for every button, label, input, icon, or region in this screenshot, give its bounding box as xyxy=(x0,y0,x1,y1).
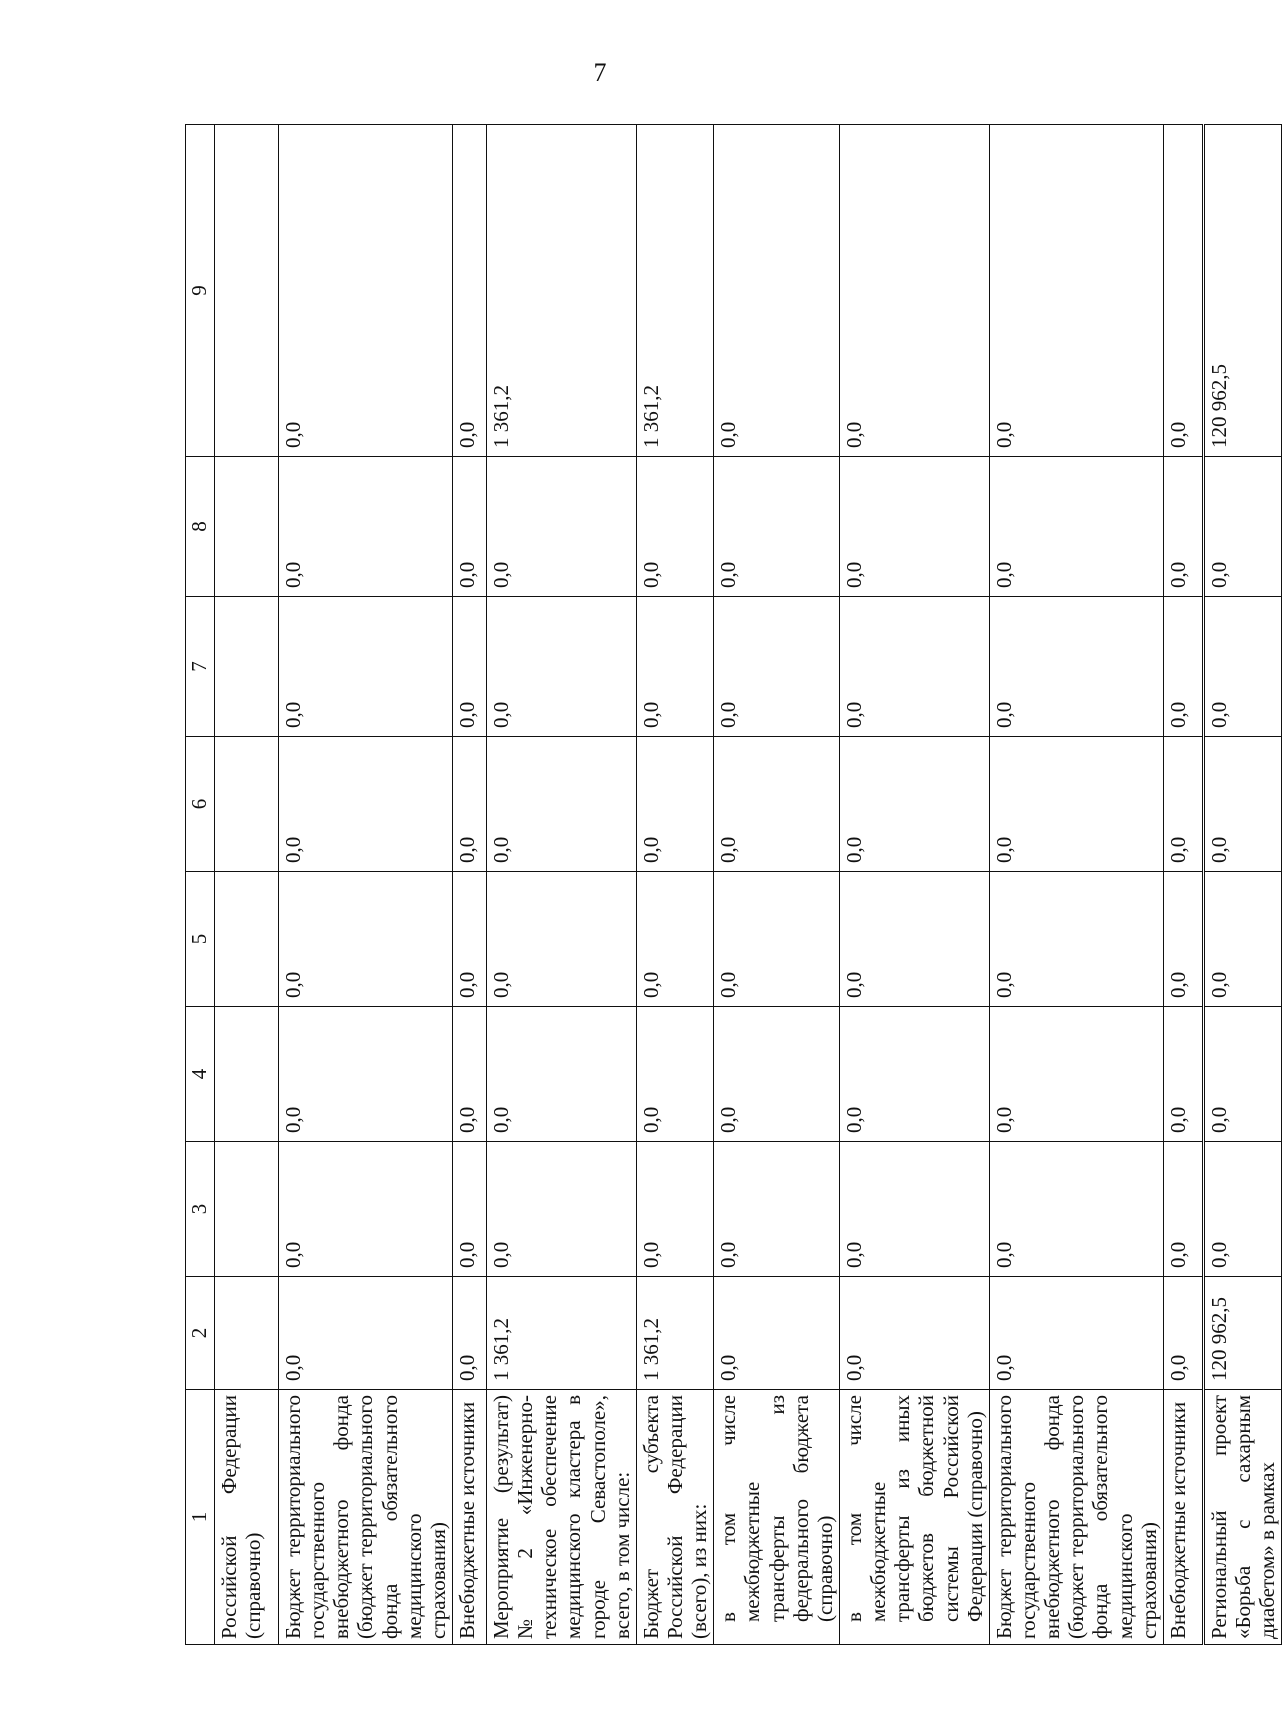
column-header: 6 xyxy=(186,737,215,872)
value-cell: 0,0 xyxy=(714,1007,840,1142)
value-cell: 0,0 xyxy=(636,1142,713,1277)
value-cell: 0,0 xyxy=(1203,597,1281,737)
value-cell: 0,0 xyxy=(1203,872,1281,1007)
value-cell: 0,0 xyxy=(636,737,713,872)
table-row xyxy=(215,125,279,1645)
table-row xyxy=(714,125,840,1645)
value-cell: 0,0 xyxy=(839,872,989,1007)
value-cell: 0,0 xyxy=(486,597,636,737)
value-cell: 0,0 xyxy=(714,1277,840,1390)
value-cell: 0,0 xyxy=(279,1142,453,1277)
row-label: Внебюджетные источники xyxy=(1163,1390,1203,1645)
value-cell: 1 361,2 xyxy=(486,1277,636,1390)
column-header: 9 xyxy=(186,125,215,457)
value-cell: 0,0 xyxy=(1203,457,1281,597)
value-cell: 0,0 xyxy=(1163,1142,1203,1277)
value-cell: 0,0 xyxy=(839,125,989,457)
value-cell: 0,0 xyxy=(714,597,840,737)
value-cell xyxy=(215,1142,279,1277)
value-cell: 0,0 xyxy=(452,597,486,737)
value-cell: 0,0 xyxy=(1163,597,1203,737)
value-cell: 1 361,2 xyxy=(636,1277,713,1390)
column-header: 5 xyxy=(186,872,215,1007)
value-cell: 0,0 xyxy=(452,737,486,872)
value-cell: 0,0 xyxy=(714,125,840,457)
value-cell: 0,0 xyxy=(989,597,1163,737)
table-row xyxy=(839,125,989,1645)
row-label: в том числе межбюджетные трансферты из иных бюджетов бюджетной системы Российской Федерации (справочно) xyxy=(839,1390,989,1645)
table-row xyxy=(279,125,453,1645)
value-cell: 0,0 xyxy=(279,737,453,872)
column-header: 8 xyxy=(186,457,215,597)
value-cell: 0,0 xyxy=(636,597,713,737)
row-label: Внебюджетные источники xyxy=(452,1390,486,1645)
value-cell: 0,0 xyxy=(452,1007,486,1142)
rotated-table-container xyxy=(185,125,1280,1645)
value-cell: 0,0 xyxy=(1203,1142,1281,1277)
table-row xyxy=(452,125,486,1645)
value-cell: 0,0 xyxy=(1163,737,1203,872)
value-cell: 0,0 xyxy=(279,125,453,457)
table-row xyxy=(636,125,713,1645)
value-cell: 0,0 xyxy=(989,1007,1163,1142)
value-cell: 0,0 xyxy=(714,872,840,1007)
value-cell: 0,0 xyxy=(989,457,1163,597)
value-cell xyxy=(215,457,279,597)
column-header: 2 xyxy=(186,1277,215,1390)
value-cell xyxy=(215,872,279,1007)
value-cell: 0,0 xyxy=(486,872,636,1007)
column-header: 3 xyxy=(186,1142,215,1277)
value-cell: 0,0 xyxy=(636,872,713,1007)
value-cell: 0,0 xyxy=(279,597,453,737)
value-cell xyxy=(215,1007,279,1142)
value-cell: 0,0 xyxy=(279,1007,453,1142)
header-row xyxy=(186,125,215,1645)
value-cell: 0,0 xyxy=(1203,1007,1281,1142)
value-cell: 0,0 xyxy=(714,737,840,872)
value-cell: 0,0 xyxy=(636,457,713,597)
value-cell: 120 962,5 xyxy=(1203,125,1281,457)
value-cell: 0,0 xyxy=(839,737,989,872)
value-cell: 0,0 xyxy=(989,1142,1163,1277)
value-cell: 0,0 xyxy=(989,1277,1163,1390)
value-cell: 0,0 xyxy=(452,125,486,457)
value-cell: 0,0 xyxy=(486,1007,636,1142)
value-cell: 0,0 xyxy=(279,457,453,597)
column-header: 1 xyxy=(186,1390,215,1645)
value-cell: 0,0 xyxy=(486,457,636,597)
value-cell: 120 962,5 xyxy=(1203,1277,1281,1390)
table-row xyxy=(1203,125,1281,1645)
table-row xyxy=(1163,125,1203,1645)
value-cell: 0,0 xyxy=(1203,737,1281,872)
value-cell: 0,0 xyxy=(452,872,486,1007)
row-label: Бюджет территориального государственного внебюджетного фонда (бюджет территориального фонда обязательного медицинского страхования) xyxy=(989,1390,1163,1645)
value-cell: 1 361,2 xyxy=(636,125,713,457)
row-label: Региональный проект «Борьба с сахарным диабетом» в рамках xyxy=(1203,1390,1281,1645)
value-cell: 0,0 xyxy=(279,872,453,1007)
value-cell xyxy=(215,1277,279,1390)
value-cell: 0,0 xyxy=(839,1142,989,1277)
rotated-table xyxy=(185,125,1280,1645)
column-header: 7 xyxy=(186,597,215,737)
value-cell: 0,0 xyxy=(486,737,636,872)
value-cell: 0,0 xyxy=(1163,1277,1203,1390)
value-cell: 0,0 xyxy=(839,1007,989,1142)
row-label: Бюджет субъекта Российской Федерации (всего), из них: xyxy=(636,1390,713,1645)
value-cell: 0,0 xyxy=(452,1277,486,1390)
value-cell: 0,0 xyxy=(1163,1007,1203,1142)
budget-table xyxy=(185,124,1282,1645)
value-cell xyxy=(215,737,279,872)
value-cell: 0,0 xyxy=(839,1277,989,1390)
value-cell: 0,0 xyxy=(636,1007,713,1142)
value-cell: 0,0 xyxy=(279,1277,453,1390)
value-cell: 0,0 xyxy=(1163,125,1203,457)
value-cell: 0,0 xyxy=(452,457,486,597)
value-cell xyxy=(215,125,279,457)
value-cell: 0,0 xyxy=(714,457,840,597)
value-cell: 0,0 xyxy=(486,1142,636,1277)
value-cell: 0,0 xyxy=(452,1142,486,1277)
page-number: 7 xyxy=(593,58,607,87)
value-cell: 0,0 xyxy=(989,872,1163,1007)
row-label: Мероприятие (результат) № 2 «Инженерно-техническое обеспечение медицинского кластера в городе Севастополе», всего, в том числе: xyxy=(486,1390,636,1645)
row-label: Бюджет территориального государственного внебюджетного фонда (бюджет территориального фонда обязательного медицинского страхования) xyxy=(279,1390,453,1645)
table-body xyxy=(215,125,1282,1645)
value-cell: 0,0 xyxy=(1163,457,1203,597)
value-cell: 0,0 xyxy=(989,737,1163,872)
table-row xyxy=(989,125,1163,1645)
row-label: в том числе межбюджетные трансферты из федерального бюджета (справочно) xyxy=(714,1390,840,1645)
value-cell: 0,0 xyxy=(989,125,1163,457)
row-label: Российской Федерации (справочно) xyxy=(215,1390,279,1645)
table-row xyxy=(486,125,636,1645)
value-cell xyxy=(215,597,279,737)
value-cell: 0,0 xyxy=(839,457,989,597)
column-header: 4 xyxy=(186,1007,215,1142)
value-cell: 0,0 xyxy=(1163,872,1203,1007)
value-cell: 0,0 xyxy=(839,597,989,737)
value-cell: 1 361,2 xyxy=(486,125,636,457)
value-cell: 0,0 xyxy=(714,1142,840,1277)
